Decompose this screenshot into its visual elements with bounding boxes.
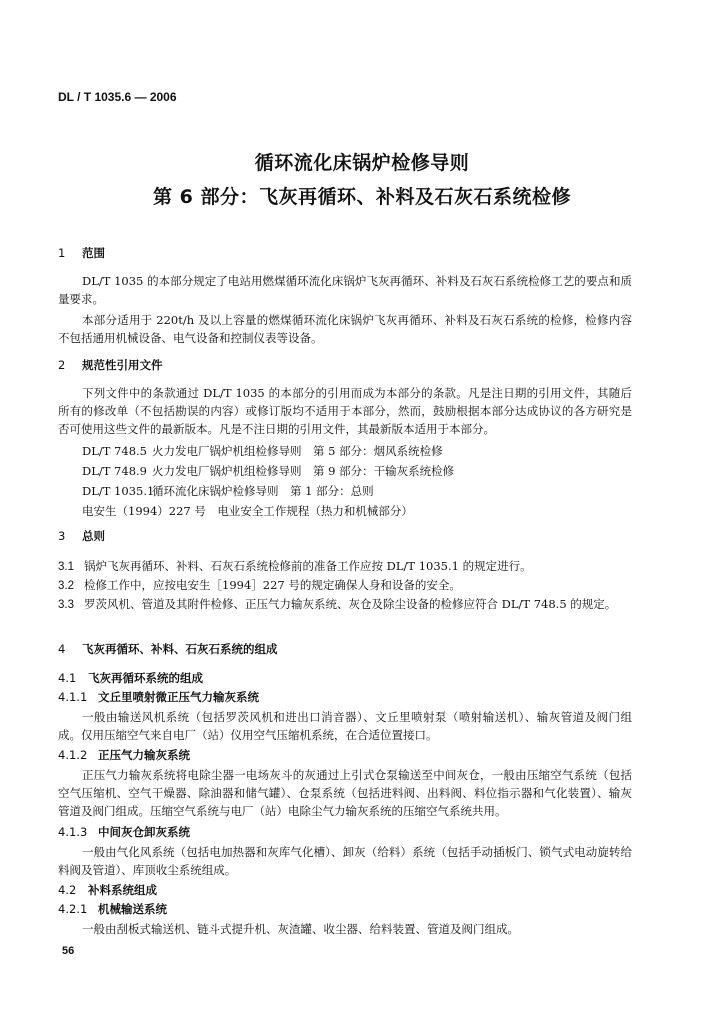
reference-item: 电安生（1994）227 号 电业安全工作规程（热力和机械部分） [82, 504, 413, 518]
clause-4-1-2-text: 正压气力输灰系统将电除尘器一电场灰斗的灰通过上引式仓泵输送至中间灰仓，一般由压缩空气系统（包括空气压缩机、空气干燥器、除油器和储气罐）、仓泵系统（包括进料阀、出料阀、料位指示器和气化装置）、输灰管道及阀门组成。压缩空气系统与电厂（站）电除尘气力输灰系统的压缩空气系统共用。 [58, 768, 632, 818]
clause-4-2-heading: 4.2 补料系统组成 [58, 883, 157, 897]
clause-3-2: 3.2 检修工作中，应按电安生［1994］227 号的规定确保人身和设备的安全。 [58, 578, 461, 592]
standard-code: DL / T 1035.6 — 2006 [58, 90, 177, 104]
section-2-paragraph: 下列文件中的条款通过 DL/T 1035 的本部分的引用而成为本部分的条款。凡是注日期的引用文件，其随后所有的修改单（不包括勘误的内容）或修订版均不适用于本部分，然而，鼓励根据本部分达成协议的各方研究是否可使用这些文件的最新版本。凡是不注日期的引用文件，其最新版本适用于本部分。 [58, 386, 632, 436]
clause-4-1-3-text: 一般由气化风系统（包括电加热器和灰库气化槽）、卸灰（给料）系统（包括手动插板门、锁气式电动旋转给料阀及管道）、库顶收尘系统组成。 [58, 845, 632, 877]
clause-4-1-heading: 4.1 飞灰再循环系统的组成 [58, 671, 203, 685]
section-4-heading: 4 飞灰再循环、补料、石灰石系统的组成 [58, 642, 278, 656]
clause-4-1-1-text: 一般由输送风机系统（包括罗茨风机和进出口消音器）、文丘里喷射泵（喷射输送机）、输灰管道及阀门组成。仅用压缩空气来自电厂（站）仪用空气压缩机系统，在合适位置接口。 [58, 710, 632, 742]
page-number: 56 [62, 945, 75, 957]
section-1-paragraph-1: DL/T 1035 的本部分规定了电站用燃煤循环流化床锅炉飞灰再循环、补料及石灰石系统检修工艺的要点和质量要求。 [58, 274, 632, 306]
reference-item: DL/T 1035.1循环流化床锅炉检修导则 第 1 部分：总则 [82, 484, 374, 498]
clause-4-2-1-heading: 4.2.1 机械输送系统 [58, 902, 167, 916]
reference-item: DL/T 748.5 火力发电厂锅炉机组检修导则 第 5 部分：烟风系统检修 [82, 444, 443, 458]
clause-4-1-3-heading: 4.1.3 中间灰仓卸灰系统 [58, 825, 190, 839]
document-subtitle: 第 6 部分：飞灰再循环、补料及石灰石系统检修 [153, 186, 571, 208]
section-1-paragraph-2: 本部分适用于 220t/h 及以上容量的燃煤循环流化床锅炉飞灰再循环、补料及石灰石系统的检修，检修内容不包括通用机械设备、电气设备和控制仪表等设备。 [58, 313, 632, 345]
reference-item: DL/T 748.9 火力发电厂锅炉机组检修导则 第 9 部分：干输灰系统检修 [82, 464, 455, 478]
clause-3-3: 3.3 罗茨风机、管道及其附件检修、正压气力输灰系统、灰仓及除尘设备的检修应符合 DL/T 748.5 的规定。 [58, 597, 617, 611]
document-title: 循环流化床锅炉检修导则 [254, 152, 470, 174]
section-2-heading: 2 规范性引用文件 [58, 358, 163, 372]
clause-4-1-1-heading: 4.1.1 文丘里喷射微正压气力输灰系统 [58, 690, 259, 704]
section-1-heading: 1 范围 [58, 246, 105, 260]
clause-4-1-2-heading: 4.1.2 正压气力输灰系统 [58, 748, 190, 762]
clause-4-2-1-text: 一般由刮板式输送机、链斗式提升机、灰渣罐、收尘器、给料装置、管道及阀门组成。 [82, 922, 519, 936]
clause-3-1: 3.1 锅炉飞灰再循环、补料、石灰石系统检修前的准备工作应按 DL/T 1035.1 的规定进行。 [58, 559, 532, 573]
section-3-heading: 3 总则 [58, 529, 105, 543]
